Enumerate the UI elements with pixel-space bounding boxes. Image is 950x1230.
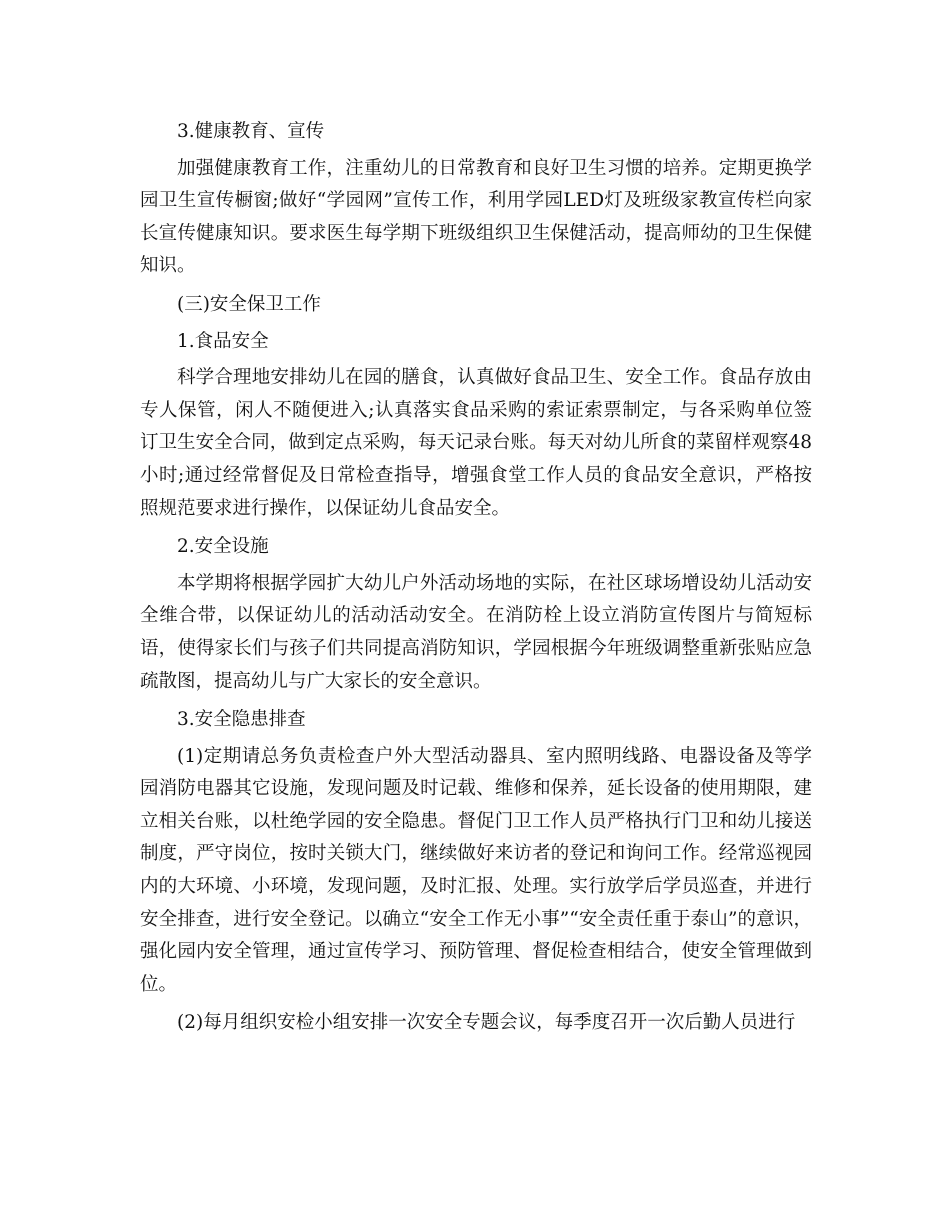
section-heading-food-safety: 1.食品安全 (177, 330, 269, 352)
document-page (140, 116, 812, 1040)
section-heading-safety-facilities: 2.安全设施 (177, 536, 269, 558)
section-heading-health-education: 3.健康教育、宣传 (177, 121, 325, 142)
paragraph-hazard-inspection-1: (1)定期请总务负责检查户外大型活动器具、室内照明线路、电器设备及等学园消防电器其它设施，发现问题及时记载、维修和保养，延长设备的使用期限，建立相关台账，以杜绝学园的安全隐患。督促门卫工作人员严格执行门卫和幼儿接送制度，严守岗位，按时关锁大门，继续做好来访者的登记和询问工作。经常巡视园内的大环境、小环境，发现问题，及时汇报、处理。实行放学后学员巡查，并进行安全排查，进行安全登记。以确立“安全工作无小事”“安全责任重于泰山”的意识，强化园内安全管理，通过宣传学习、预防管理、督促检查相结合，使安全管理做到位。 (140, 745, 812, 995)
paragraph-food-safety: 科学合理地安排幼儿在园的膳食，认真做好食品卫生、安全工作。食品存放由专人保管，闲人不随便进入;认真落实食品采购的索证索票制定，与各采购单位签订卫生安全合同，做到定点采购，每天记录台账。每天对幼儿所食的菜留样观察48小时;通过经常督促及日常检查指导，增强食堂工作人员的食品安全意识，严格按照规范要求进行操作，以保证幼儿食品安全。 (140, 367, 812, 519)
paragraph-hazard-inspection-2: (2)每月组织安检小组安排一次安全专题会议，每季度召开一次后勤人员进行 (177, 1012, 796, 1034)
section-heading-security-work: (三)安全保卫工作 (177, 293, 321, 315)
paragraph-health-education: 加强健康教育工作，注重幼儿的日常教育和良好卫生习惯的培养。定期更换学园卫生宣传橱窗;做好“学园网”宣传工作，利用学园LED灯及班级家教宣传栏向家长宣传健康知识。要求医生每学期下班级组织卫生保健活动，提高师幼的卫生保健知识。 (140, 157, 812, 277)
paragraph-safety-facilities: 本学期将根据学园扩大幼儿户外活动场地的实际，在社区球场增设幼儿活动安全维合带，以保证幼儿的活动活动安全。在消防栓上设立消防宣传图片与简短标语，使得家长们与孩子们共同提高消防知识，学园根据今年班级调整重新张贴应急疏散图，提高幼儿与广大家长的安全意识。 (140, 572, 812, 692)
section-heading-hazard-inspection: 3.安全隐患排查 (177, 709, 306, 731)
